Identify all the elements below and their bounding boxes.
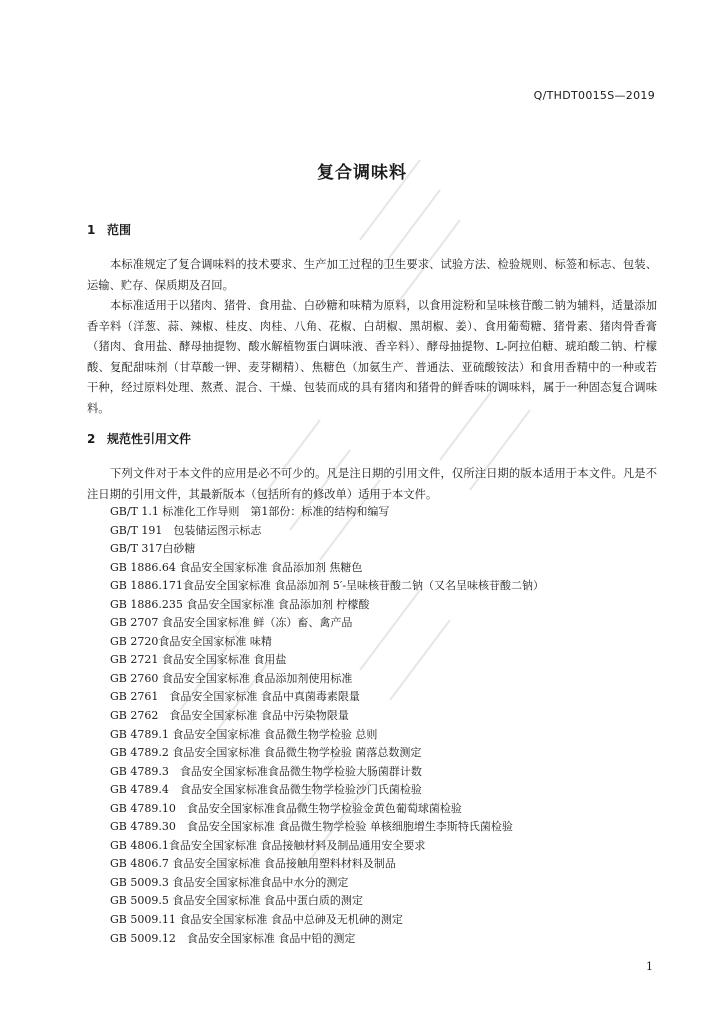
reference-item: GB 4789.2 食品安全国家标准 食品微生物学检验 菌落总数测定 <box>110 746 422 760</box>
reference-item: GB 4789.4 食品安全国家标准食品微生物学检验沙门氏菌检验 <box>110 783 422 797</box>
reference-item: GB 1886.171食品安全国家标准 食品添加剂 5′-呈味核苷酸二钠（又名呈味核苷酸二钠） <box>110 579 545 593</box>
reference-list <box>110 503 670 948</box>
reference-item: GB 1886.235 食品安全国家标准 食品添加剂 柠檬酸 <box>110 597 370 611</box>
scope-paragraph-2: 本标准适用于以猪肉、猪骨、食用盐、白砂糖和味精为原料，以食用淀粉和呈味核苷酸二钠为辅料，适量添加香辛料（洋葱、蒜、辣椒、桂皮、肉桂、八角、花椒、白胡椒、黑胡椒、姜）、食用葡萄糖、猪骨素、猪肉骨香膏（猪肉、食用盐、酵母抽提物、酸水解植物蛋白调味液、香辛料）、酵母抽提物、L-阿拉伯糖、琥珀酸二钠、柠檬酸、复配甜味剂（甘草酸一钾、麦芽糊精）、焦糖色（加氨生产、普通法、亚硫酸铵法）和食用香精中的一种或若干种，经过原料处理、熬煮、混合、干燥、包装而成的具有猪肉和猪骨的鲜香味的调味料，属于一种固态复合调味料。 <box>87 299 657 415</box>
section-title: 规范性引用文件 <box>107 432 192 446</box>
reference-item: GB 4806.7 食品安全国家标准 食品接触用塑料材料及制品 <box>110 857 396 871</box>
reference-item: GB 4789.1 食品安全国家标准 食品微生物学检验 总则 <box>110 727 378 741</box>
reference-item: GB 4806.1食品安全国家标准 食品接触材料及制品通用安全要求 <box>110 838 426 852</box>
reference-item: GB 2707 食品安全国家标准 鲜（冻）畜、禽产品 <box>110 616 353 630</box>
reference-item: GB 4789.10 食品安全国家标准食品微生物学检验金黄色葡萄球菌检验 <box>110 801 462 815</box>
section-number: 2 <box>87 432 96 446</box>
standard-code: Q/THDT0015S—2019 <box>533 89 655 102</box>
scope-paragraph-1: 本标准规定了复合调味料的技术要求、生产加工过程的卫生要求、试验方法、检验规则、标签和标志、包装、运输、贮存、保质期及召回。 <box>87 258 657 292</box>
reference-item: GB 4789.3 食品安全国家标准食品微生物学检验大肠菌群计数 <box>110 764 422 778</box>
reference-item: GB 2760 食品安全国家标准 食品添加剂使用标准 <box>110 671 353 685</box>
reference-item: GB/T 317白砂糖 <box>110 542 196 556</box>
page-number: 1 <box>646 960 653 973</box>
reference-item: GB 1886.64 食品安全国家标准 食品添加剂 焦糖色 <box>110 560 363 574</box>
references-intro-paragraph: 下列文件对于本文件的应用是必不可少的。凡是注日期的引用文件，仅所注日期的版本适用于本文件。凡是不注日期的引用文件，其最新版本（包括所有的修改单）适用于本文件。 <box>87 467 657 501</box>
section-number: 1 <box>87 223 96 237</box>
section-heading-normative-references <box>87 430 191 447</box>
reference-item: GB 2761 食品安全国家标准 食品中真菌毒素限量 <box>110 690 360 704</box>
reference-item: GB 4789.30 食品安全国家标准 食品微生物学检验 单核细胞增生李斯特氏菌检验 <box>110 820 513 834</box>
reference-item: GB 2762 食品安全国家标准 食品中污染物限量 <box>110 709 349 723</box>
reference-item: GB 5009.5 食品安全国家标准 食品中蛋白质的测定 <box>110 894 363 908</box>
reference-item: GB 5009.3 食品安全国家标准食品中水分的测定 <box>110 875 349 889</box>
reference-item: GB 5009.12 食品安全国家标准 食品中铅的测定 <box>110 931 356 945</box>
reference-item: GB 5009.11 食品安全国家标准 食品中总砷及无机砷的测定 <box>110 913 403 927</box>
reference-item: GB/T 1.1 标准化工作导则 第1部份：标准的结构和编写 <box>110 505 390 518</box>
document-title: 复合调味料 <box>317 163 407 183</box>
reference-item: GB 2721 食品安全国家标准 食用盐 <box>110 653 287 667</box>
reference-item: GB/T 191 包装储运图示标志 <box>110 523 262 537</box>
section-title: 范围 <box>107 223 132 237</box>
section-heading-scope <box>87 221 131 238</box>
reference-item: GB 2720食品安全国家标准 味精 <box>110 634 272 648</box>
